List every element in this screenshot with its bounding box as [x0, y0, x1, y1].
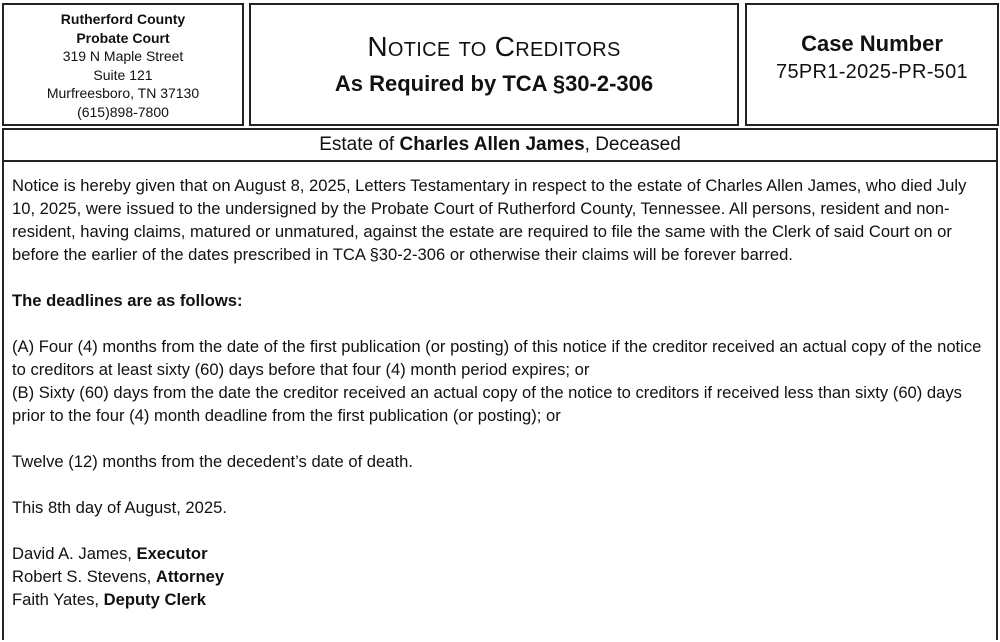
signer-role: Deputy Clerk	[103, 590, 206, 609]
deadline-a: (A) Four (4) months from the date of the first publication (or posting) of this notice if the creditor received an actual copy of the notice to creditors at least sixty (60) days before that four (4) month period expires; or	[12, 337, 982, 379]
court-address1: 319 N Maple Street	[62, 48, 184, 64]
court-name-line1: Rutherford County	[60, 11, 186, 27]
estate-line	[2, 128, 998, 162]
signature-line	[12, 542, 988, 565]
estate-prefix: Estate of	[319, 134, 400, 155]
decedent-name: Charles Allen James	[399, 134, 585, 155]
notice-body	[2, 162, 998, 640]
signer-role: Attorney	[155, 567, 225, 586]
court-address2: Suite 121	[93, 66, 153, 83]
dated-line: This 8th day of August, 2025.	[12, 498, 227, 517]
estate-suffix: , Deceased	[584, 134, 681, 155]
twelve-months-clause: Twelve (12) months from the decedent’s date of death.	[12, 452, 413, 471]
notice-intro: Notice is hereby given that on August 8, 2025, Letters Testamentary in respect to the estate of Charles Allen James, who died July 10, 2025, were issued to the undersigned by the Probate Court of Rutherford County, Tennessee. All persons, resident and non-resident, having claims, matured or unmatured, against the estate are required to file the same with the Clerk of said Court on or before the earlier of the dates prescribed in TCA §30-2-306 or otherwise their claims will be forever barred.	[12, 176, 967, 264]
court-city: Murfreesboro, TN 37130	[46, 85, 200, 101]
court-phone: (615)898-7800	[77, 103, 169, 120]
signer-name: David A. James,	[12, 544, 137, 563]
deadline-b: (B) Sixty (60) days from the date the creditor received an actual copy of the notice to creditors if received less than sixty (60) days prior to the four (4) month deadline from the first publication (or posting); or	[12, 383, 962, 425]
court-name-line2: Probate Court	[76, 29, 170, 46]
signer-role: Executor	[136, 544, 208, 563]
notice-subtitle: As Required by TCA §30-2-306	[334, 71, 654, 96]
title-box	[249, 3, 739, 126]
court-info-box	[2, 3, 244, 126]
case-number-value: 75PR1-2025-PR-501	[776, 61, 968, 83]
case-number-label: Case Number	[801, 31, 943, 56]
signer-name: Robert S. Stevens,	[12, 567, 156, 586]
signature-line	[12, 565, 988, 588]
notice-title: Notice to Creditors	[367, 31, 621, 62]
signature-line	[12, 588, 988, 611]
case-box	[745, 3, 999, 126]
deadlines-heading: The deadlines are as follows:	[12, 291, 243, 310]
signer-name: Faith Yates,	[12, 590, 104, 609]
